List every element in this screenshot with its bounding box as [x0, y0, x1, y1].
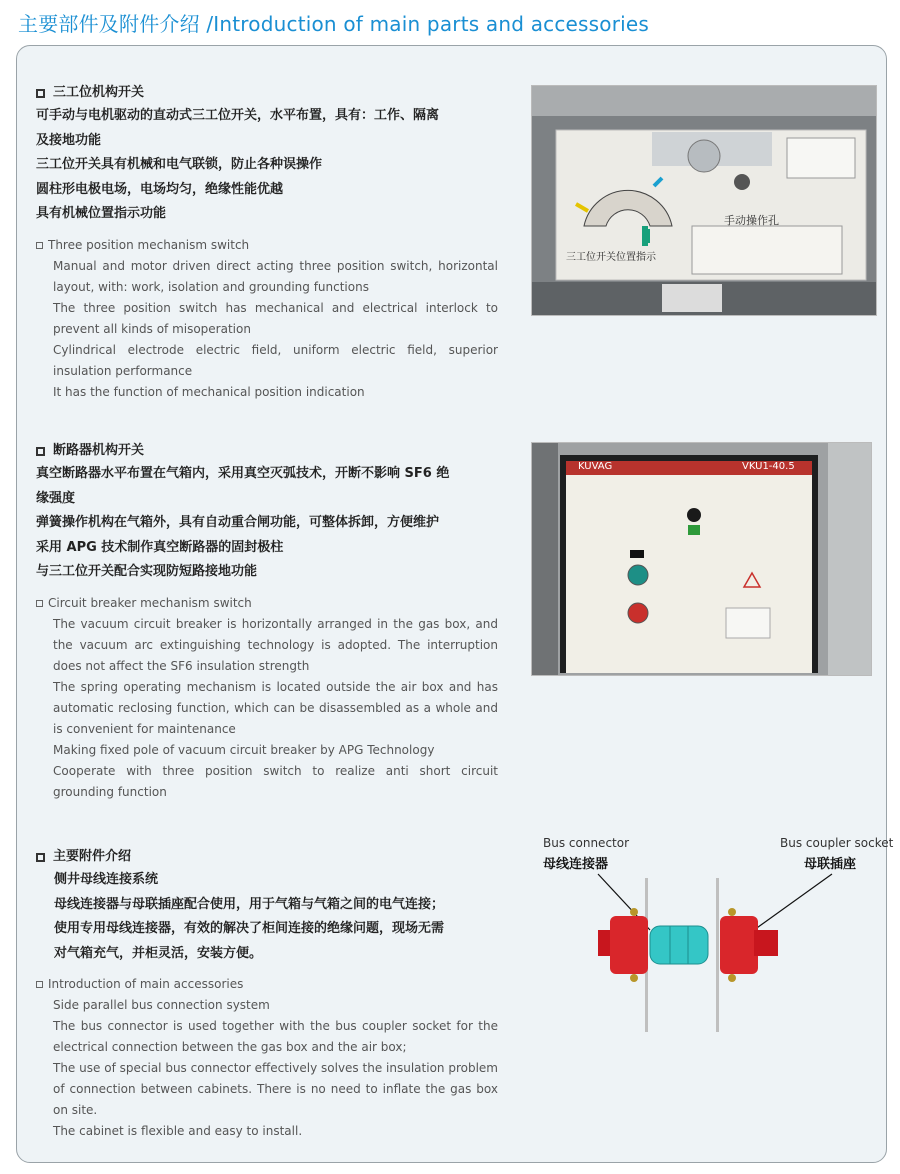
section-heading-zh: 主要附件介绍 [36, 846, 498, 868]
section-circuit-breaker [36, 440, 498, 803]
zh-subheading: 侧井母线连接系统 [54, 872, 159, 887]
bus-connection-diagram [540, 830, 894, 1040]
en-paragraph: The three position switch has mechanical and electrical interlock to prevent all kinds of misoperation [53, 300, 498, 336]
zh-line: 使用专用母线连接器，有效的解决了柜间连接的绝缘问题，现场无需 [54, 921, 445, 937]
bullet-icon [36, 242, 43, 249]
en-paragraph: Cylindrical electrode electric field, uniform electric field, superior insulation performance [53, 342, 498, 378]
en-paragraph: The cabinet is flexible and easy to install. [53, 1124, 303, 1139]
model-label: VKU1-40.5 [742, 461, 795, 472]
bus-coupler-socket-label-en: Bus coupler socket [780, 836, 894, 850]
zh-line: 三工位开关具有机械和电气联锁，防止各种误操作 [36, 157, 323, 173]
section-heading-zh: 三工位机构开关 [36, 82, 498, 104]
zh-line: 可手动与电机驱动的直动式三工位开关，水平布置，具有：工作、隔离 [36, 108, 440, 123]
bus-coupler-socket-label-zh: 母联插座 [804, 857, 857, 872]
en-paragraph: The spring operating mechanism is located outside the air box and has automatic reclosing function, which can be disassembled as a whole and is convenient for maintenance [53, 679, 498, 736]
en-paragraph: The vacuum circuit breaker is horizontally arranged in the gas box, and the vacuum arc extinguishing technology is adopted. The interruption does not affect the SF6 insulation strength [53, 616, 498, 673]
zh-line: 真空断路器水平布置在气箱内，采用真空灭弧技术，开断不影响 SF6 绝 [36, 466, 450, 481]
section-three-position-switch [36, 82, 498, 403]
circuit-breaker-photo [531, 442, 872, 676]
bullet-icon [36, 447, 45, 456]
en-paragraph: It has the function of mechanical position indication [53, 384, 365, 399]
zh-line: 具有机械位置指示功能 [36, 206, 167, 222]
connector-illustration [540, 830, 888, 1040]
manual-operation-hole-label: 手动操作孔 [724, 214, 779, 227]
section-heading-en: Three position mechanism switch [36, 235, 498, 256]
bullet-icon [36, 89, 45, 98]
zh-line: 圆柱形电极电场，电场均匀，绝缘性能优越 [36, 181, 284, 197]
brand-label: KUVAG [578, 461, 613, 472]
zh-line: 及接地功能 [36, 132, 102, 148]
section-heading-zh: 断路器机构开关 [36, 440, 498, 462]
position-indication-label: 三工位开关位置指示 [566, 252, 656, 263]
zh-line: 对气箱充气，并柜灵活，安装方便。 [54, 945, 263, 961]
bullet-icon [36, 981, 43, 988]
three-position-switch-photo [531, 85, 877, 316]
zh-line: 母线连接器与母联插座配合使用，用于气箱与气箱之间的电气连接； [54, 896, 445, 912]
zh-line: 弹簧操作机构在气箱外，具有自动重合闸功能，可整体拆卸，方便维护 [36, 515, 440, 531]
en-paragraph: The use of special bus connector effectively solves the insulation problem of connection between cabinets. There is no need to inflate the gas box on site. [53, 1061, 498, 1118]
en-paragraph: Side parallel bus connection system [53, 998, 270, 1013]
bus-connector-label-en: Bus connector [543, 836, 630, 850]
breaker-panel-illustration [532, 443, 872, 676]
section-main-accessories [36, 846, 498, 1142]
switch-panel-illustration [532, 86, 877, 316]
en-paragraph: Cooperate with three position switch to realize anti short circuit grounding function [53, 763, 498, 799]
section-heading-en: Circuit breaker mechanism switch [36, 593, 498, 614]
en-paragraph: Manual and motor driven direct acting three position switch, horizontal layout, with: work, isolation and grounding functions [53, 258, 498, 294]
bullet-icon [36, 853, 45, 862]
bus-connector-label-zh: 母线连接器 [543, 857, 609, 872]
bullet-icon [36, 600, 43, 607]
zh-line: 与三工位开关配合实现防短路接地功能 [36, 564, 258, 580]
en-paragraph: Making fixed pole of vacuum circuit breaker by APG Technology [53, 742, 435, 757]
en-paragraph: The bus connector is used together with the bus coupler socket for the electrical connection between the gas box and the air box; [53, 1019, 498, 1055]
zh-line: 采用 APG 技术制作真空断路器的固封极柱 [36, 539, 284, 555]
zh-line: 缘强度 [36, 490, 76, 506]
page-title: 主要部件及附件介绍 /Introduction of main parts and accessories [18, 12, 650, 36]
section-heading-en: Introduction of main accessories [36, 974, 498, 995]
